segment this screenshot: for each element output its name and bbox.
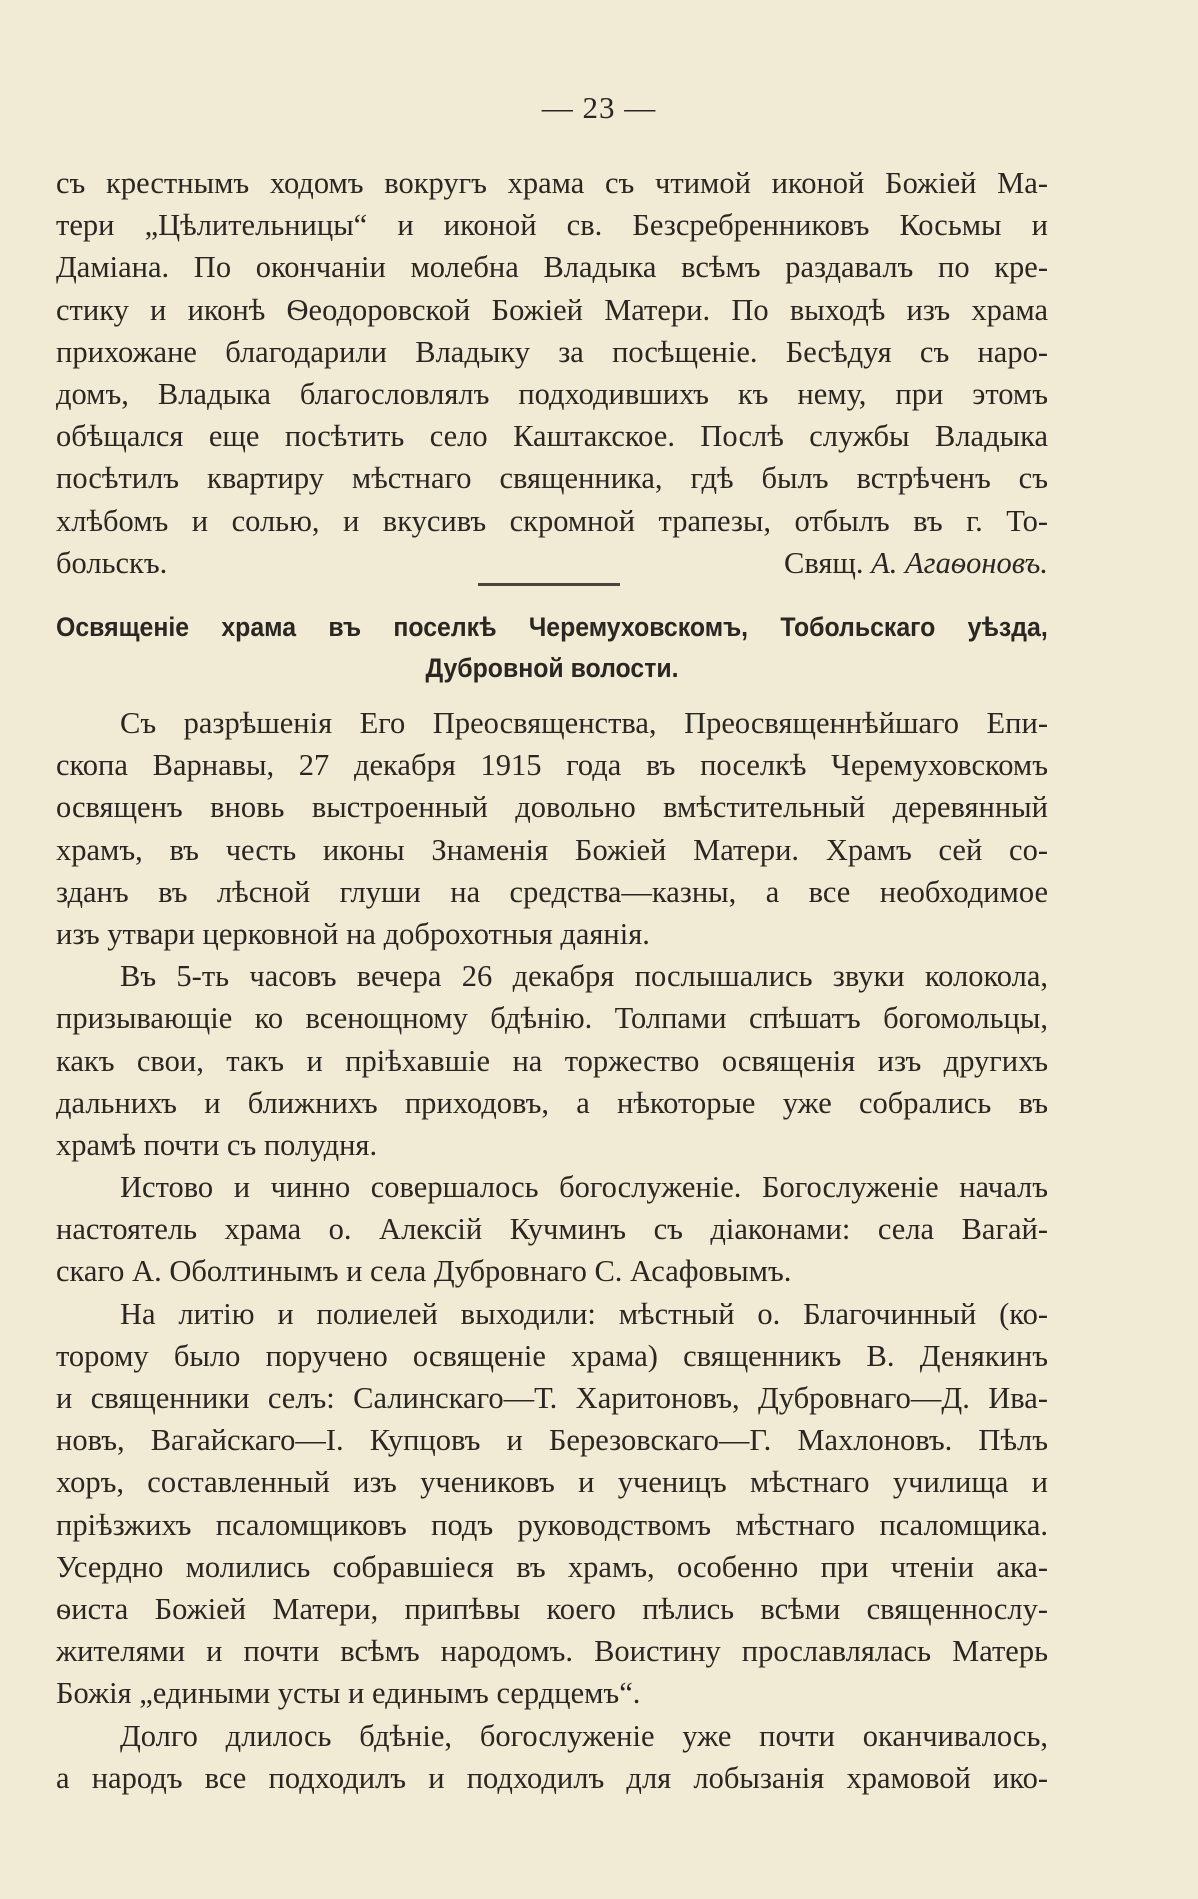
text-line: настоятель храма о. Алексій Кучминъ съ діаконами: села Вагай- <box>56 1212 1048 1247</box>
text-line: призывающіе ко всенощному бдѣнію. Толпами спѣшатъ богомольцы, <box>56 1001 1048 1036</box>
text-line: Божія „едиными усты и единымъ сердцемъ“. <box>56 1676 641 1711</box>
text-line: прихожане благодарили Владыку за посѣщеніе. Бесѣдуя съ наро- <box>56 334 1048 369</box>
text-line: храмъ, въ честь иконы Знаменія Божіей Матери. Храмъ сей со- <box>56 832 1048 867</box>
text-line: обѣщался еще посѣтить село Каштакское. Послѣ службы Владыка <box>56 419 1048 454</box>
text-line: скопа Варнавы, 27 декабря 1915 года въ поселкѣ Черемуховскомъ <box>56 748 1048 783</box>
section-heading <box>56 607 1048 689</box>
text-line: На литію и полиелей выходили: мѣстный о. Благочинный (ко- <box>120 1296 1048 1331</box>
text-line: новъ, Вагайскаго—І. Купцовъ и Березовскаго—Г. Махлоновъ. Пѣлъ <box>56 1423 1048 1458</box>
closing-word: больскъ. <box>56 545 168 580</box>
text-line: Въ 5-ть часовъ вечера 26 декабря послышались звуки колокола, <box>120 959 1048 994</box>
text-line: скаго А. Оболтинымъ и села Дубровнаго С. Асафовымъ. <box>56 1254 792 1289</box>
text-line: и священники селъ: Салинскаго—Т. Харитоновъ, Дубровнаго—Д. Ива- <box>56 1381 1048 1415</box>
text-line: храмѣ почти съ полудня. <box>56 1127 378 1162</box>
text-line: Даміана. По окончаніи молебна Владыка всѣмъ раздавалъ по кре- <box>56 250 1048 285</box>
text-line: изъ утвари церковной на доброхотныя даянія. <box>56 916 650 951</box>
section-separator <box>478 583 620 586</box>
text-line: освященъ вновь выстроенный довольно вмѣстительный деревянный <box>56 790 1048 825</box>
text-line: жителями и почти всѣмъ народомъ. Воистину прославлялась Матерь <box>56 1634 1048 1669</box>
page-number: — 23 — <box>541 90 657 125</box>
author-title: Свящ. <box>784 545 864 580</box>
heading-line-2: Дубровной волости. <box>425 653 679 683</box>
text-line: съ крестнымъ ходомъ вокругъ храма съ чтимой иконой Божіей Ма- <box>56 166 1048 200</box>
text-line: какъ свои, такъ и пріѣхавшіе на торжество освященія изъ другихъ <box>56 1043 1048 1078</box>
text-line: посѣтилъ квартиру мѣстнаго священника, гдѣ былъ встрѣченъ съ <box>56 461 1048 496</box>
text-line: домъ, Владыка благословлялъ подходившихъ къ нему, при этомъ <box>56 376 1048 411</box>
article-continuation <box>56 162 1048 584</box>
text-line: Съ разрѣшенія Его Преосвященства, Преосвященнѣйшаго Епи- <box>120 706 1048 740</box>
article-body <box>56 702 1048 1799</box>
text-line: Усердно молились собравшіеся въ храмъ, особенно при чтеніи ака- <box>56 1549 1048 1584</box>
text-line: Истово и чинно совершалось богослуженіе. Богослуженіе началъ <box>120 1170 1048 1205</box>
heading-line-1: Освященіе храма въ поселкѣ Черемуховскомъ, Тобольскаго уѣзда, <box>56 612 1048 642</box>
text-line: Долго длилось бдѣніе, богослуженіе уже почти оканчивалось, <box>120 1718 1048 1753</box>
text-line: а народъ все подходилъ и подходилъ для лобызанія храмовой ико- <box>56 1760 1048 1795</box>
text-line: стику и иконѣ Ѳеодоровской Божіей Матери. По выходѣ изъ храма <box>56 292 1048 327</box>
text-line: торому было поручено освященіе храма) священникъ В. Денякинъ <box>56 1338 1048 1373</box>
author-signature <box>784 542 1048 584</box>
text-line: тери „Цѣлительницы“ и иконой св. Безсребренниковъ Косьмы и <box>56 208 1048 243</box>
text-line: хлѣбомъ и солью, и вкусивъ скромной трапезы, отбылъ въ г. То- <box>56 503 1048 538</box>
text-line: дальнихъ и ближнихъ приходовъ, а нѣкоторые уже собрались въ <box>56 1085 1048 1120</box>
signature-line <box>56 542 1048 584</box>
text-line: зданъ въ лѣсной глуши на средства—казны, а все необходимое <box>56 874 1048 909</box>
text-line: пріѣзжихъ псаломщиковъ подъ руководствомъ мѣстнаго псаломщика. <box>56 1507 1048 1542</box>
text-line: хоръ, составленный изъ учениковъ и ученицъ мѣстнаго училища и <box>56 1465 1048 1500</box>
text-line: ѳиста Божіей Матери, припѣвы коего пѣлись всѣми священнослу- <box>56 1591 1048 1626</box>
author-name: А. Агаѳоновъ. <box>871 545 1048 580</box>
